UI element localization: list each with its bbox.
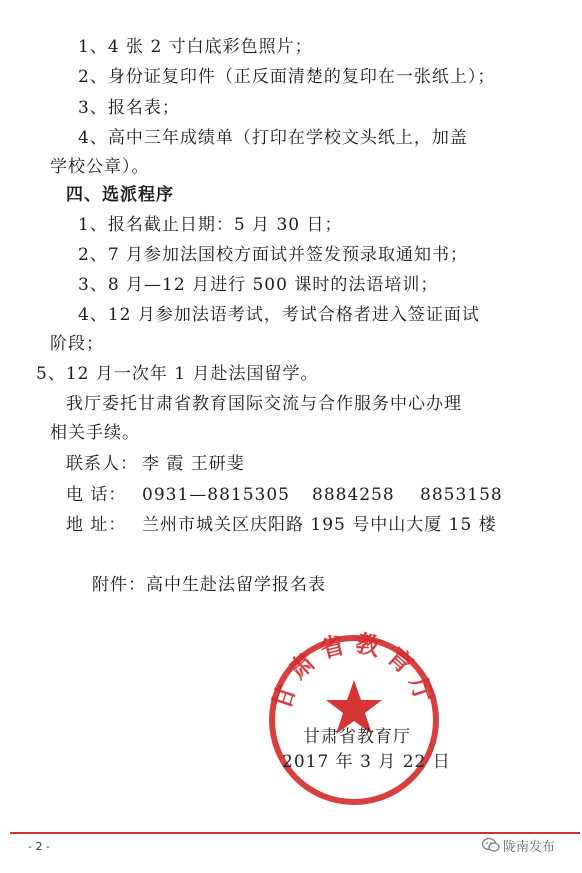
entrust-line-2: 相关手续。: [50, 423, 140, 443]
phone-label: 电 话：: [66, 485, 127, 505]
wechat-watermark: [482, 834, 582, 856]
entrust-line-1: 我厅委托甘肃省教育国际交流与合作服务中心办理: [66, 394, 462, 414]
item-form: 3、报名表；: [78, 98, 180, 118]
procedure-step-1: 1、报名截止日期：5 月 30 日；: [78, 215, 343, 235]
watermark-text: 陇南发布: [503, 839, 556, 855]
signature-date: 2017 年 3 月 22 日: [282, 752, 451, 772]
address-value: 兰州市城关区庆阳路 195 号中山大厦 15 楼: [142, 515, 497, 535]
item-transcript: 4、高中三年成绩单（打印在学校文头纸上，加盖: [78, 128, 468, 148]
procedure-step-4: 4、12 月参加法语考试，考试合格者进入签证面试: [78, 305, 480, 325]
item-id-copy: 2、身份证复印件（正反面清楚的复印在一张纸上）；: [78, 67, 496, 87]
item-photos: 1、4 张 2 寸白底彩色照片；: [78, 37, 313, 57]
phone-3: 8853158: [420, 485, 503, 505]
procedure-step-3: 3、8 月—12 月进行 500 课时的法语培训；: [78, 275, 439, 295]
item-transcript-cont: 学校公章）。: [50, 157, 150, 177]
page-number: - 2 -: [28, 840, 50, 853]
contact-label: 联系人：: [66, 454, 138, 474]
signature-org: 甘肃省教育厅: [303, 727, 411, 747]
phone-1: 0931—8815305: [142, 485, 290, 505]
section4-title: 四、选派程序: [66, 185, 174, 205]
official-seal-stamp: [262, 628, 446, 812]
address-label: 地 址：: [66, 515, 127, 535]
attachment-line: 附件：高中生赴法留学报名表: [92, 575, 326, 595]
contact-names: 李 霞 王研斐: [142, 454, 245, 474]
phone-2: 8884258: [312, 485, 395, 505]
procedure-step-2: 2、7 月参加法国校方面试并签发预录取通知书；: [78, 245, 469, 265]
procedure-step-4-cont: 阶段；: [50, 334, 104, 354]
wechat-bubble-icon: [482, 837, 500, 853]
svg-text:甘肃省教育厅: 甘肃省教育厅: [266, 628, 442, 714]
procedure-step-5: 5、12 月一次年 1 月赴法国留学。: [36, 364, 319, 384]
